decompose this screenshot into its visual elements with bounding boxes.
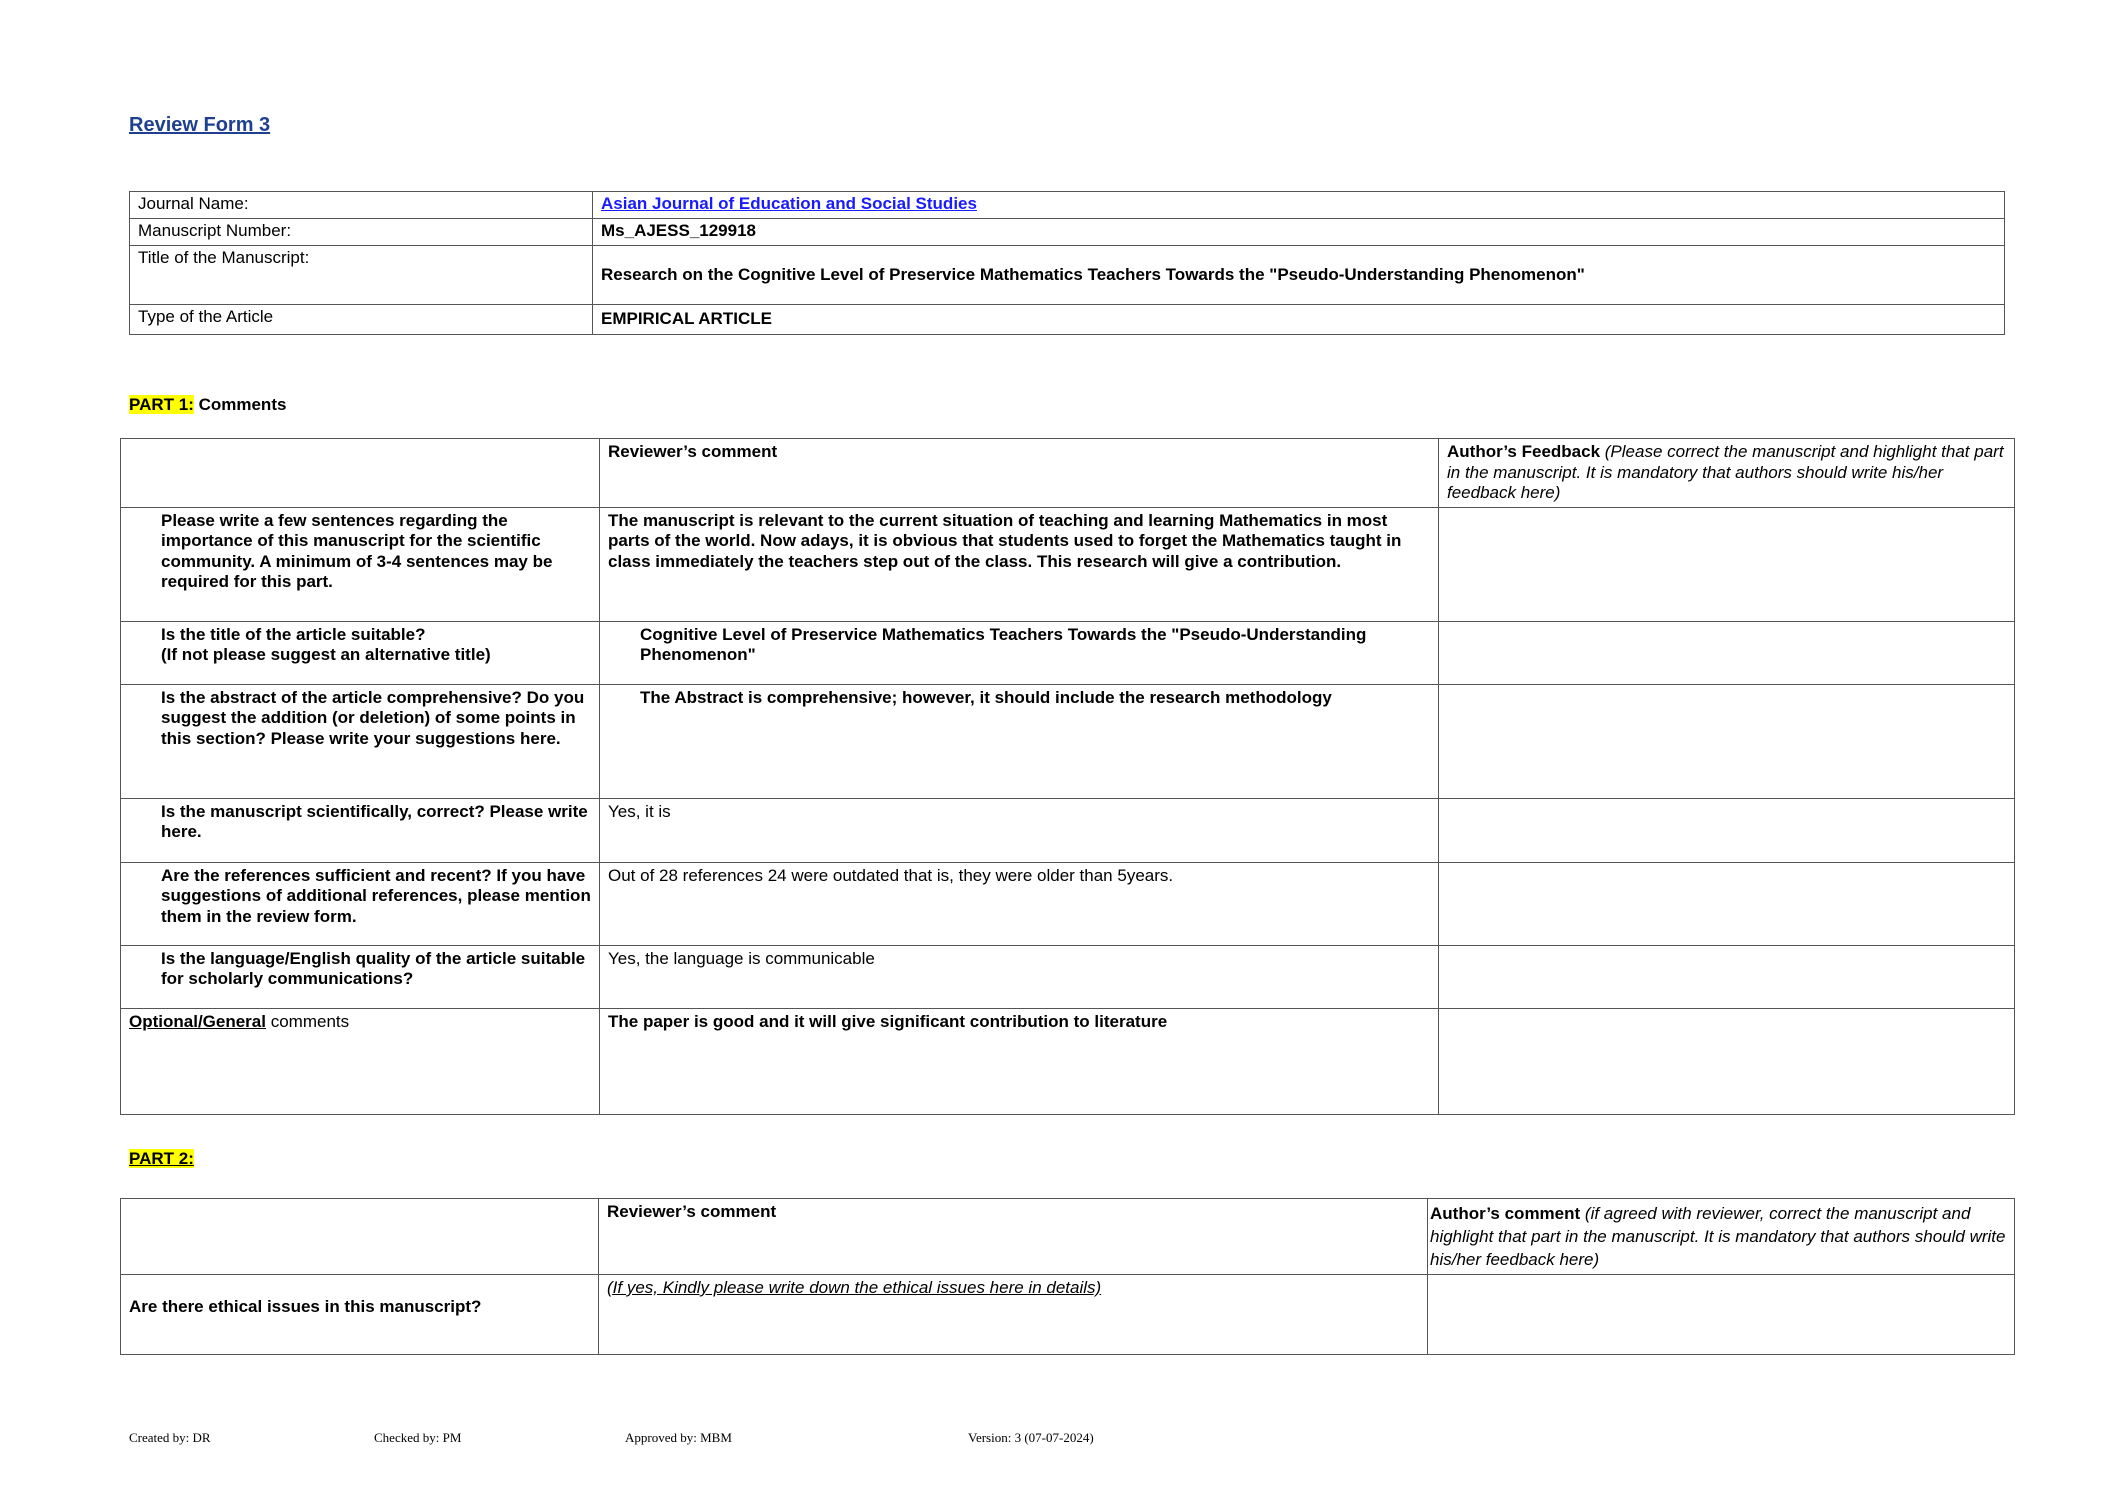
author-comment-header-note: (if agreed with reviewer, correct the manuscript and highlight that part in the manuscript. It is mandatory that authors should write his/her feedback here) [1430, 1204, 2006, 1269]
article-type-label: Type of the Article [130, 305, 593, 335]
reviewer-comment[interactable]: Yes, the language is communicable [600, 945, 1439, 1008]
article-type-value: EMPIRICAL ARTICLE [593, 305, 2005, 335]
ethics-row [121, 1275, 2015, 1355]
info-row-number [130, 219, 2005, 246]
reviewer-comment-header: Reviewer’s comment [599, 1199, 1428, 1275]
author-feedback-header-note: (Please correct the manuscript and highlight that part in the manuscript. It is mandatory that authors should write his/her feedback here) [1447, 442, 2004, 502]
question-line: (If not please suggest an alternative title) [161, 645, 491, 664]
ethics-question: Are there ethical issues in this manuscript? [121, 1275, 599, 1355]
table-row [121, 798, 2015, 862]
optional-comments-row [121, 1008, 2015, 1114]
footer-created-by: Created by: DR [129, 1430, 211, 1445]
part1-header-row [121, 439, 2015, 508]
author-comment-header [1428, 1199, 2015, 1275]
empty-header-cell [121, 439, 600, 508]
part1-comments-table [120, 438, 2015, 1115]
reviewer-comment[interactable]: The manuscript is relevant to the current situation of teaching and learning Mathematics in most parts of the world. Now adays, it is obvious that students used to forget the Mathematics taught in class immediately the teachers step out of the class. This research will give a contribution. [600, 507, 1439, 621]
manuscript-number-label: Manuscript Number: [130, 219, 593, 246]
optional-comments-label [121, 1008, 600, 1114]
author-comment-cell[interactable] [1428, 1275, 2015, 1355]
reviewer-comment[interactable]: The Abstract is comprehensive; however, it should include the research methodology [600, 684, 1439, 798]
table-row [121, 507, 2015, 621]
author-feedback-header [1439, 439, 2015, 508]
author-feedback-cell[interactable] [1439, 621, 2015, 684]
part1-heading [129, 395, 286, 415]
part1-label-rest: Comments [193, 395, 287, 414]
reviewer-comment[interactable]: Cognitive Level of Preservice Mathematics Teachers Towards the "Pseudo-Understanding Phenomenon" [600, 621, 1439, 684]
question-line: Is the title of the article suitable? [161, 624, 426, 644]
form-title[interactable]: Review Form 3 [129, 114, 271, 136]
author-feedback-cell[interactable] [1439, 798, 2015, 862]
part1-label-highlight: PART 1: [129, 395, 194, 414]
info-row-title [130, 246, 2005, 305]
footer-version: Version: 3 (07-07-2024) [968, 1430, 1094, 1445]
part2-ethics-table [120, 1198, 2015, 1355]
reviewer-comment-header: Reviewer’s comment [600, 439, 1439, 508]
author-feedback-cell[interactable] [1439, 684, 2015, 798]
question: Is the manuscript scientifically, correct? Please write here. [121, 798, 600, 862]
part2-label-highlight: PART 2: [129, 1149, 194, 1168]
manuscript-number-value: Ms_AJESS_129918 [593, 219, 2005, 246]
optional-label-underlined: Optional/General [129, 1011, 266, 1031]
info-row-type [130, 305, 2005, 335]
manuscript-info-table [129, 191, 2005, 335]
question: Please write a few sentences regarding the importance of this manuscript for the scientific community. A minimum of 3-4 sentences may be required for this part. [121, 507, 600, 621]
question [121, 621, 600, 684]
manuscript-title-label: Title of the Manuscript: [130, 246, 593, 305]
info-row-journal [130, 192, 2005, 219]
ethics-comment-hint[interactable]: (If yes, Kindly please write down the ethical issues here in details) [599, 1275, 1428, 1355]
table-row [121, 684, 2015, 798]
author-feedback-cell[interactable] [1439, 945, 2015, 1008]
part2-header-row [121, 1199, 2015, 1275]
question: Are the references sufficient and recent? If you have suggestions of additional references, please mention them in the review form. [121, 862, 600, 945]
author-feedback-cell[interactable] [1439, 862, 2015, 945]
reviewer-comment[interactable]: Yes, it is [600, 798, 1439, 862]
table-row [121, 945, 2015, 1008]
part2-heading [129, 1149, 194, 1169]
table-row [121, 862, 2015, 945]
empty-header-cell [121, 1199, 599, 1275]
author-feedback-cell[interactable] [1439, 507, 2015, 621]
optional-label-rest: comments [265, 1011, 350, 1031]
footer-approved-by: Approved by: MBM [625, 1430, 732, 1445]
journal-label: Journal Name: [130, 192, 593, 219]
author-feedback-header-bold: Author’s Feedback [1447, 442, 1601, 461]
author-comment-header-bold: Author’s comment [1430, 1204, 1581, 1223]
optional-comment[interactable]: The paper is good and it will give significant contribution to literature [600, 1008, 1439, 1114]
manuscript-title-value: Research on the Cognitive Level of Preservice Mathematics Teachers Towards the "Pseudo-Understanding Phenomenon" [593, 246, 2005, 305]
footer-checked-by: Checked by: PM [374, 1430, 462, 1445]
table-row [121, 621, 2015, 684]
journal-link[interactable]: Asian Journal of Education and Social Studies [601, 194, 977, 213]
reviewer-comment[interactable]: Out of 28 references 24 were outdated that is, they were older than 5years. [600, 862, 1439, 945]
author-feedback-cell[interactable] [1439, 1008, 2015, 1114]
question: Is the abstract of the article comprehensive? Do you suggest the addition (or deletion) of some points in this section? Please write your suggestions here. [121, 684, 600, 798]
question: Is the language/English quality of the article suitable for scholarly communications? [121, 945, 600, 1008]
